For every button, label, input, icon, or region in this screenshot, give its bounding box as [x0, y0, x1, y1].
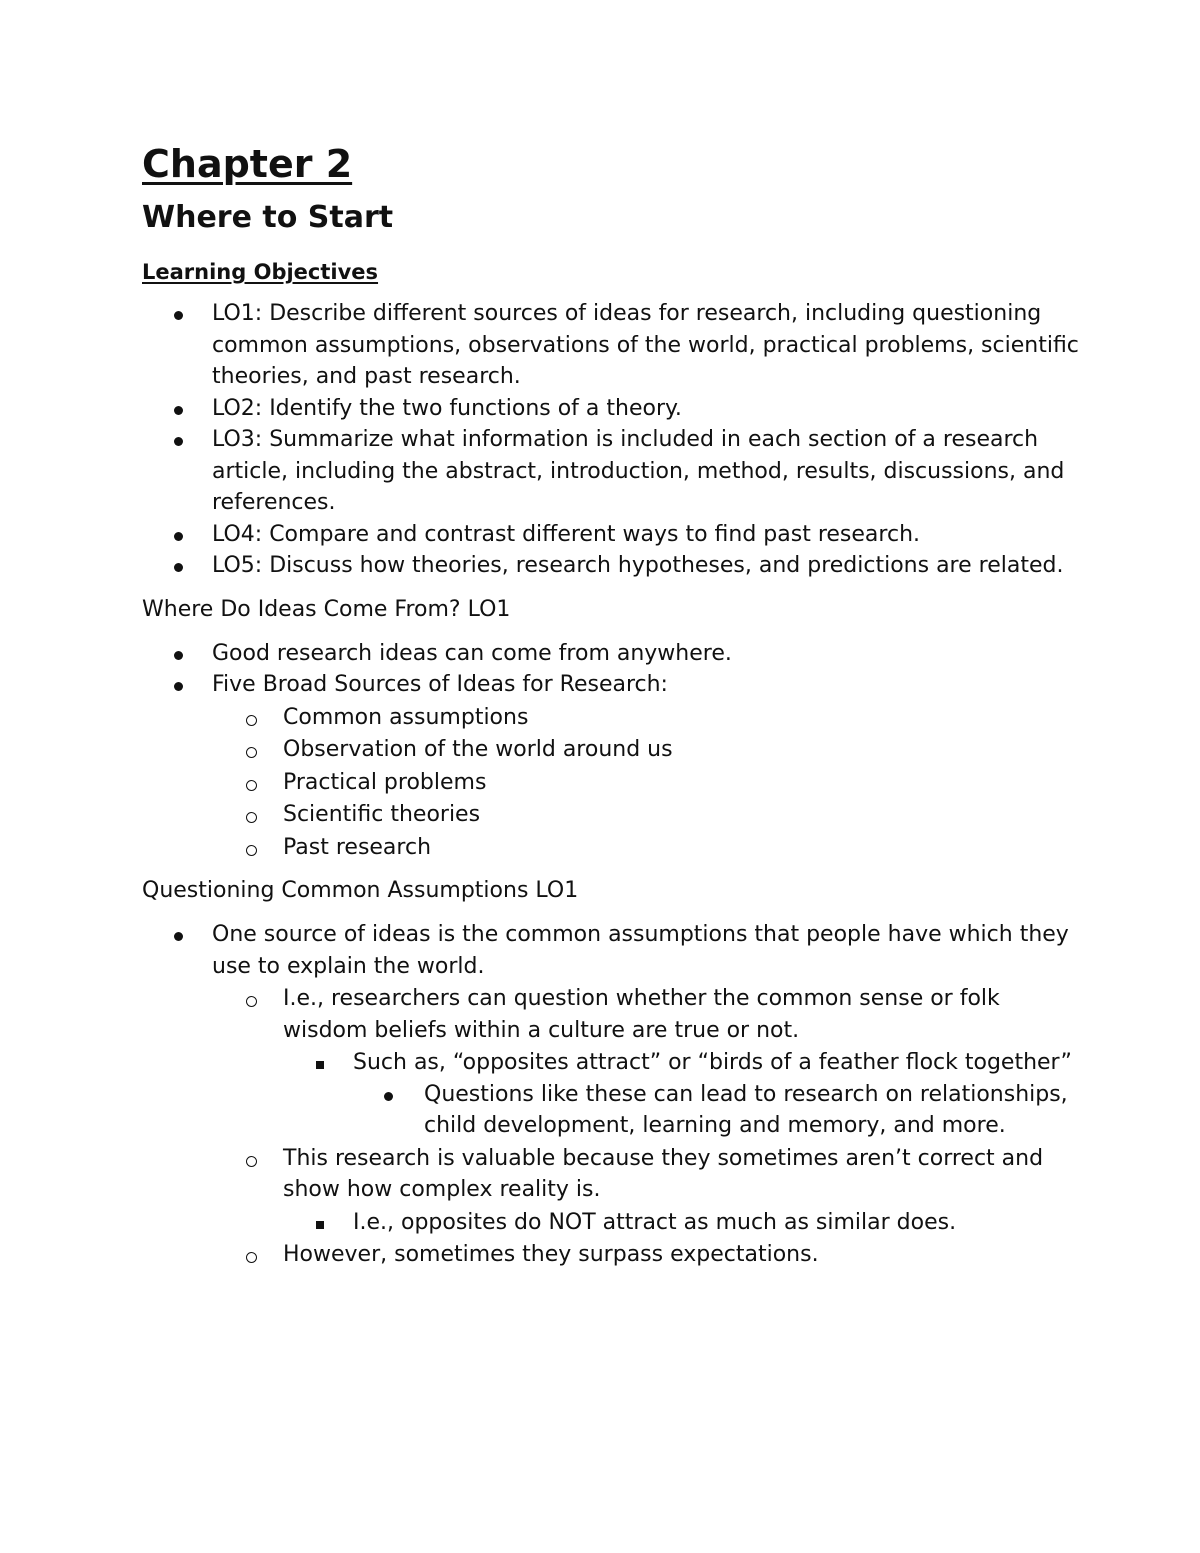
bullet-icon: [174, 919, 183, 951]
list-item: One source of ideas is the common assumptions that people have which they use to explain the world.: [142, 919, 1082, 982]
circle-bullet-icon: [246, 799, 257, 833]
list-item: I.e., opposites do NOT attract as much as similar does.: [142, 1207, 1082, 1239]
list-item: LO3: Summarize what information is included in each section of a research article, including the abstract, introduction, method, results, discussions, and references.: [142, 424, 1082, 519]
bullet-icon: [174, 424, 183, 456]
list-item: Practical problems: [142, 767, 1082, 799]
assumptions-section-heading: Questioning Common Assumptions LO1: [142, 878, 579, 903]
square-bullet-icon: [316, 1047, 324, 1079]
list-item: LO5: Discuss how theories, research hypotheses, and predictions are related.: [142, 550, 1082, 582]
list-item: Scientific theories: [142, 799, 1082, 831]
assumptions-list: [142, 919, 1082, 1271]
list-item: Observation of the world around us: [142, 734, 1082, 766]
bullet-icon: [174, 669, 183, 701]
list-item: Questions like these can lead to research on relationships, child development, learning and memory, and more.: [142, 1079, 1082, 1142]
circle-bullet-icon: [246, 767, 257, 801]
list-item: LO4: Compare and contrast different ways to find past research.: [142, 519, 1082, 551]
chapter-title: Chapter 2: [142, 142, 353, 186]
list-item: Good research ideas can come from anywhere.: [142, 638, 1082, 670]
square-bullet-icon: [316, 1207, 324, 1239]
list-item: Common assumptions: [142, 702, 1082, 734]
bullet-icon: [384, 1079, 393, 1111]
bullet-icon: [174, 519, 183, 551]
circle-bullet-icon: [246, 1239, 257, 1273]
list-item: Past research: [142, 832, 1082, 864]
circle-bullet-icon: [246, 702, 257, 736]
list-item: However, sometimes they surpass expectations.: [142, 1239, 1082, 1271]
circle-bullet-icon: [246, 832, 257, 866]
bullet-icon: [174, 550, 183, 582]
ideas-list: [142, 638, 1082, 864]
bullet-icon: [174, 298, 183, 330]
bullet-icon: [174, 393, 183, 425]
list-item: Such as, “opposites attract” or “birds of a feather flock together”: [142, 1047, 1082, 1079]
learning-objectives-heading: Learning Objectives: [142, 260, 379, 284]
document-page: [142, 140, 1082, 1272]
list-item: LO2: Identify the two functions of a theory.: [142, 393, 1082, 425]
bullet-icon: [174, 638, 183, 670]
ideas-section-heading: Where Do Ideas Come From? LO1: [142, 596, 511, 622]
list-item: This research is valuable because they sometimes aren’t correct and show how complex reality is.: [142, 1143, 1082, 1206]
list-item: I.e., researchers can question whether the common sense or folk wisdom beliefs within a culture are true or not.: [142, 983, 1082, 1046]
circle-bullet-icon: [246, 734, 257, 768]
circle-bullet-icon: [246, 983, 257, 1017]
list-item: LO1: Describe different sources of ideas for research, including questioning common assumptions, observations of the world, practical problems, scientific theories, and past research.: [142, 298, 1082, 393]
circle-bullet-icon: [246, 1143, 257, 1177]
list-item: Five Broad Sources of Ideas for Research:: [142, 669, 1082, 701]
chapter-subtitle: Where to Start: [142, 200, 394, 235]
learning-objectives-list: [142, 298, 1082, 582]
